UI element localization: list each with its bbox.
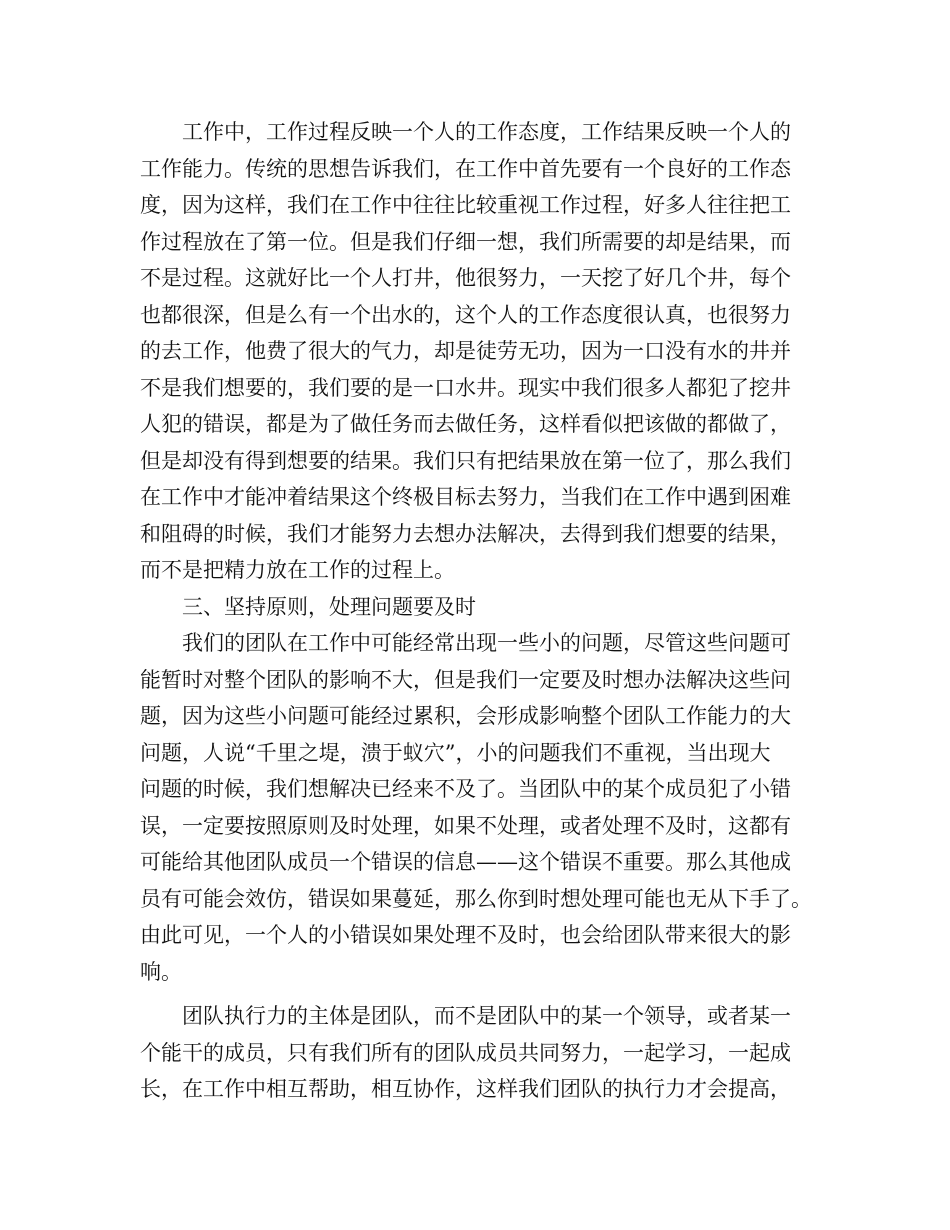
text-line: 响。	[140, 959, 182, 984]
paragraph-work-process	[140, 114, 812, 589]
text-line: 团队执行力的主体是团队，而不是团队中的某一个领导，或者某一	[182, 1004, 791, 1028]
text-line: 也都很深，但是么有一个出水的，这个人的工作态度很认真，也很努力	[140, 302, 791, 327]
text-line: 员有可能会效仿，错误如果蔓延，那么你到时想处理可能也无从下手了。	[140, 886, 812, 911]
text-line: 能暂时对整个团队的影响不大，但是我们一定要及时想办法解决这些问	[140, 667, 791, 692]
text-line: 和阻碍的时候，我们才能努力去想办法解决，去得到我们想要的结果，	[140, 521, 791, 546]
text-line: 人犯的错误，都是为了做任务而去做任务，这样看似把该做的都做了，	[140, 412, 791, 436]
text-line: 个能干的成员，只有我们所有的团队成员共同努力，一起学习，一起成	[140, 1040, 791, 1065]
section-heading	[140, 589, 812, 626]
text-line: 不是过程。这就好比一个人打井，他很努力，一天挖了好几个井，每个	[140, 266, 791, 290]
text-line: 由此可见，一个人的小错误如果处理不及时，也会给团队带来很大的影	[140, 923, 791, 947]
text-line: 误，一定要按照原则及时处理，如果不处理，或者处理不及时，这都有	[140, 813, 791, 838]
text-line: 问题，人说“千里之堤，溃于蚁穴”，小的问题我们不重视，当出现大	[140, 740, 771, 765]
paragraph-gap	[140, 990, 812, 998]
text-line: 我们的团队在工作中可能经常出现一些小的问题，尽管这些问题可	[182, 631, 791, 655]
heading-text: 三、坚持原则，处理问题要及时	[182, 594, 476, 619]
text-line: 的去工作，他费了很大的气力，却是徒劳无功，因为一口没有水的井并	[140, 339, 791, 363]
paragraph-timely-handling	[140, 625, 812, 990]
text-line: 问题的时候，我们想解决已经来不及了。当团队中的某个成员犯了小错	[140, 777, 791, 801]
text-line: 不是我们想要的，我们要的是一口水井。现实中我们很多人都犯了挖井	[140, 375, 791, 400]
text-line: 而不是把精力放在工作的过程上。	[140, 558, 455, 582]
text-line: 但是却没有得到想要的结果。我们只有把结果放在第一位了，那么我们	[140, 448, 791, 473]
text-line: 度，因为这样，我们在工作中往往比较重视工作过程，好多人往往把工	[140, 193, 791, 217]
text-line: 长，在工作中相互帮助，相互协作，这样我们团队的执行力才会提高，	[140, 1077, 791, 1101]
document-body	[140, 114, 812, 1108]
text-line: 工作能力。传统的思想告诉我们，在工作中首先要有一个良好的工作态	[140, 156, 791, 181]
text-line: 在工作中才能冲着结果这个终极目标去努力，当我们在工作中遇到困难	[140, 485, 791, 509]
text-line: 作过程放在了第一位。但是我们仔细一想，我们所需要的却是结果，而	[140, 229, 791, 254]
text-line: 工作中，工作过程反映一个人的工作态度，工作结果反映一个人的	[182, 120, 791, 144]
text-line: 可能给其他团队成员一个错误的信息——这个错误不重要。那么其他成	[140, 850, 791, 874]
text-line: 题，因为这些小问题可能经过累积，会形成影响整个团队工作能力的大	[140, 704, 791, 728]
paragraph-team-execution	[140, 998, 812, 1108]
